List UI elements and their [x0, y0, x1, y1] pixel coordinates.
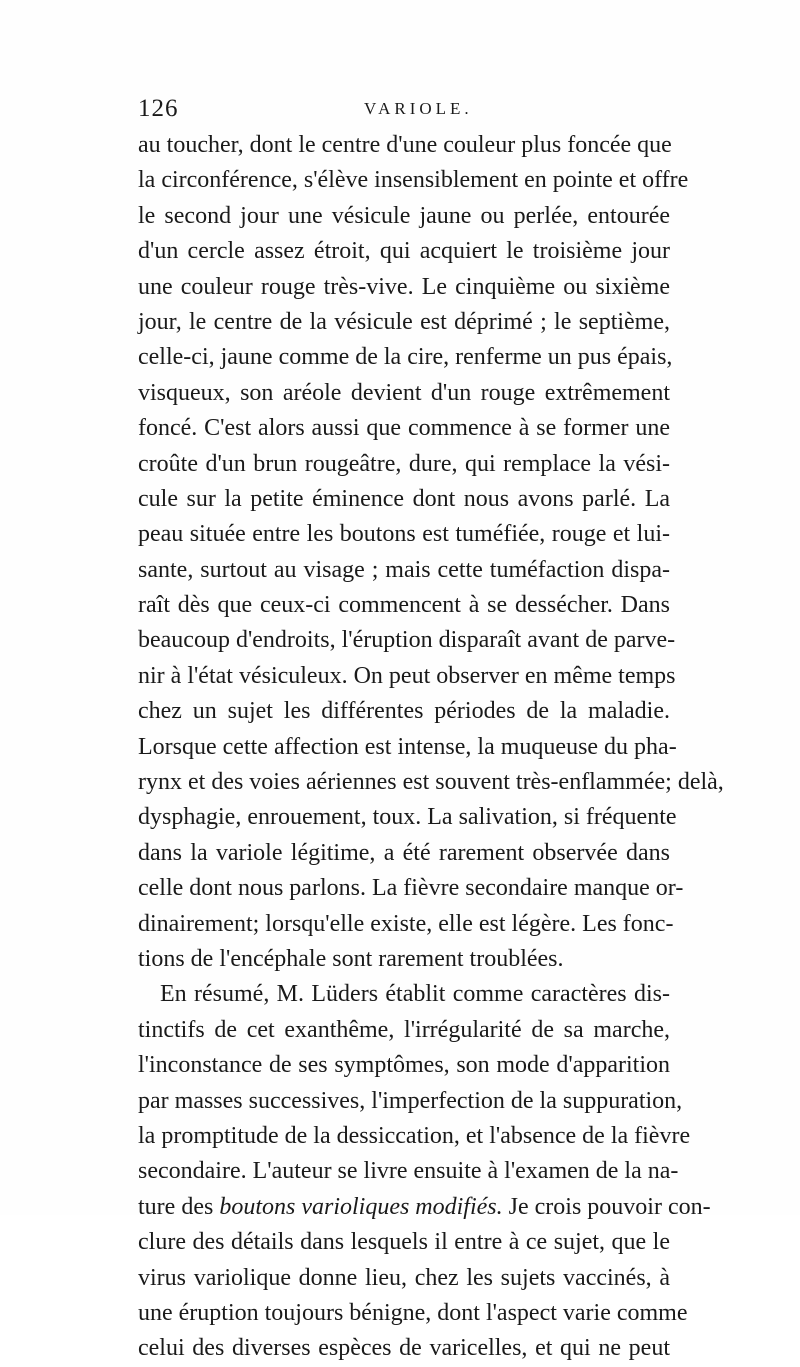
text-line: peau située entre les boutons est tuméfiée, rouge et lui-: [138, 521, 670, 548]
text-segment: ture des: [138, 1193, 220, 1220]
text-line: croûte d'un brun rougeâtre, dure, qui remplace la vési-: [138, 450, 670, 477]
text-line: foncé. C'est alors aussi que commence à se former une: [138, 415, 670, 442]
text-line: par masses successives, l'imperfection de la suppuration,: [138, 1087, 683, 1114]
text-line: dysphagie, enrouement, toux. La salivation, si fréquente: [138, 804, 677, 831]
paragraph-start-line: En résumé, M. Lüders établit comme caractères dis-: [160, 981, 670, 1008]
text-line: celui des diverses espèces de varicelles, et qui ne peut: [138, 1335, 670, 1362]
text-line: celle-ci, jaune comme de la cire, renferme un pus épais,: [138, 344, 673, 371]
text-line: au toucher, dont le centre d'une couleur plus foncée que: [138, 132, 672, 158]
text-line: raît dès que ceux-ci commencent à se dessécher. Dans: [138, 592, 670, 619]
text-line: beaucoup d'endroits, l'éruption disparaît avant de parve-: [138, 627, 676, 654]
text-line: celle dont nous parlons. La fièvre secondaire manque or-: [138, 875, 684, 902]
text-segment: Je crois pouvoir con-: [502, 1193, 711, 1220]
text-line: le second jour une vésicule jaune ou perlée, entourée: [138, 202, 670, 229]
paragraph-end-line: tions de l'encéphale sont rarement troublées.: [138, 945, 564, 972]
text-line: d'un cercle assez étroit, qui acquiert le troisième jour: [138, 238, 670, 265]
text-line: une couleur rouge très-vive. Le cinquième ou sixième: [138, 273, 670, 300]
text-line: une éruption toujours bénigne, dont l'aspect varie comme: [138, 1299, 688, 1326]
text-line: visqueux, son aréole devient d'un rouge extrêmement: [138, 379, 670, 406]
text-line: secondaire. L'auteur se livre ensuite à l'examen de la na-: [138, 1158, 679, 1185]
text-line: la circonférence, s'élève insensiblement en pointe et offre: [138, 167, 689, 194]
text-line: clure des détails dans lesquels il entre à ce sujet, que le: [138, 1229, 670, 1256]
text-line: virus variolique donne lieu, chez les sujets vaccinés, à: [138, 1264, 670, 1291]
text-line: cule sur la petite éminence dont nous avons parlé. La: [138, 485, 670, 512]
running-head: [138, 95, 668, 125]
running-title: VARIOLE.: [364, 99, 473, 118]
text-line: dans la variole légitime, a été rarement observée dans: [138, 839, 670, 866]
text-line: l'inconstance de ses symptômes, son mode d'apparition: [138, 1052, 670, 1079]
text-line: tinctifs de cet exanthême, l'irrégularité de sa marche,: [138, 1016, 670, 1043]
text-line: nir à l'état vésiculeux. On peut observer en même temps: [138, 662, 676, 689]
body-text: [138, 128, 724, 1367]
italic-phrase: boutons varioliques modifiés.: [219, 1193, 503, 1220]
text-line: Lorsque cette affection est intense, la muqueuse du pha-: [138, 733, 677, 760]
text-line: jour, le centre de la vésicule est déprimé ; le septième,: [138, 308, 670, 335]
text-line-with-italic: [138, 1190, 711, 1225]
text-line: rynx et des voies aériennes est souvent très-enflammée; delà,: [138, 769, 724, 796]
page-number: 126: [138, 95, 179, 122]
text-line: chez un sujet les différentes périodes de la maladie.: [138, 698, 670, 725]
text-line: la promptitude de la dessiccation, et l'absence de la fièvre: [138, 1122, 691, 1149]
text-line: dinairement; lorsqu'elle existe, elle est légère. Les fonc-: [138, 910, 674, 937]
text-line: sante, surtout au visage ; mais cette tuméfaction dispa-: [138, 556, 670, 583]
